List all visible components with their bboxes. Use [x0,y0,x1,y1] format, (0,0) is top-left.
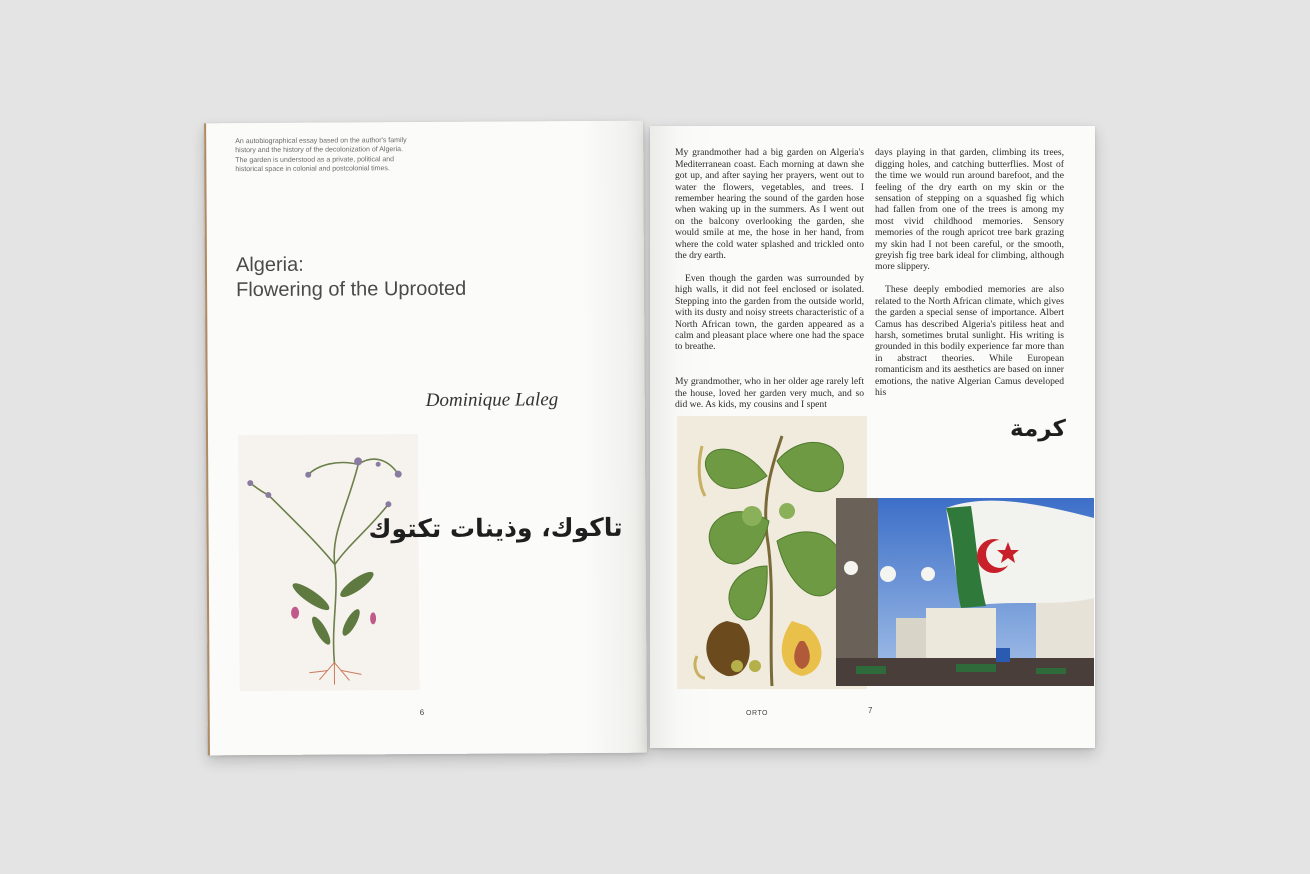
arabic-heading-left: تاكوك، وذينات تكتوك [368,512,623,544]
paragraph: My grandmother, who in her older age rarely left the house, loved her garden very much, and so did we. As kids, my cousins and I spent [675,376,864,410]
page-number-left: 6 [419,708,425,718]
left-page [204,121,647,756]
page-number-right: 7 [868,706,873,715]
paragraph: days playing in that garden, climbing its trees, digging holes, and catching butterflies. Most of the time we would run around barefoot, and the feeling of the dry earth on my skin or the sensation of stepping on a squashed fig which had fallen from one of the trees is among my most vivid childhood memories. Sensory memories of the rough apricot tree bark grazing my skin had I not been careful, or the smooth, greyish fig tree bark ideal for climbing, although more slippery. [875,147,1064,273]
botanical-plant-illustration [238,434,420,691]
paragraph: Even though the garden was surrounded by high walls, it did not feel enclosed or isolated. Stepping into the garden from the outside world, with its dusty and noisy streets characteristic of a North African town, the garden appeared as a calm and pleasant place where one had the space to breathe. [675,272,864,353]
magazine-name-footer: ORTO [746,710,768,717]
title-line-1: Algeria: [235,253,304,277]
title-line-2: Flowering of the Uprooted [236,277,467,302]
paragraph: These deeply embodied memories are also related to the North African climate, which gives the garden a special sense of importance. Albert Camus has described Algeria's pitiless heat and harsh, sometimes brutal sunlight. His writing is grounded in this bodily experience far more than in abstract theories. While European romanticism and its aesthetics are based on inner emotions, the native Algerian Camus developed his [875,284,1064,398]
text-column-2 [875,136,1064,410]
arabic-heading-right: كرمة [1010,416,1066,442]
right-page [650,126,1095,748]
article-title [236,252,466,303]
intro-blurb: An autobiographical essay based on the author's family history and the history of the decolonization of Algeria. The garden is understood as a private, political and historical space in colonial and postcolonial times. [235,137,407,174]
paragraph: My grandmother had a big garden on Algeria's Mediterranean coast. Each morning at dawn she got up, and after saying her prayers, went out to water the flowers, vegetables, and trees. I remember hearing the sound of the garden hose when waking up in the summers. As I went out on the balcony overlooking the garden, she would smile at me, the hose in her hand, from where the cold water splashed and trickled onto the dry earth. [675,147,864,262]
algeria-street-photo [836,498,1094,686]
text-column-1 [675,136,864,422]
author-name: Dominique Laleg [425,389,559,411]
